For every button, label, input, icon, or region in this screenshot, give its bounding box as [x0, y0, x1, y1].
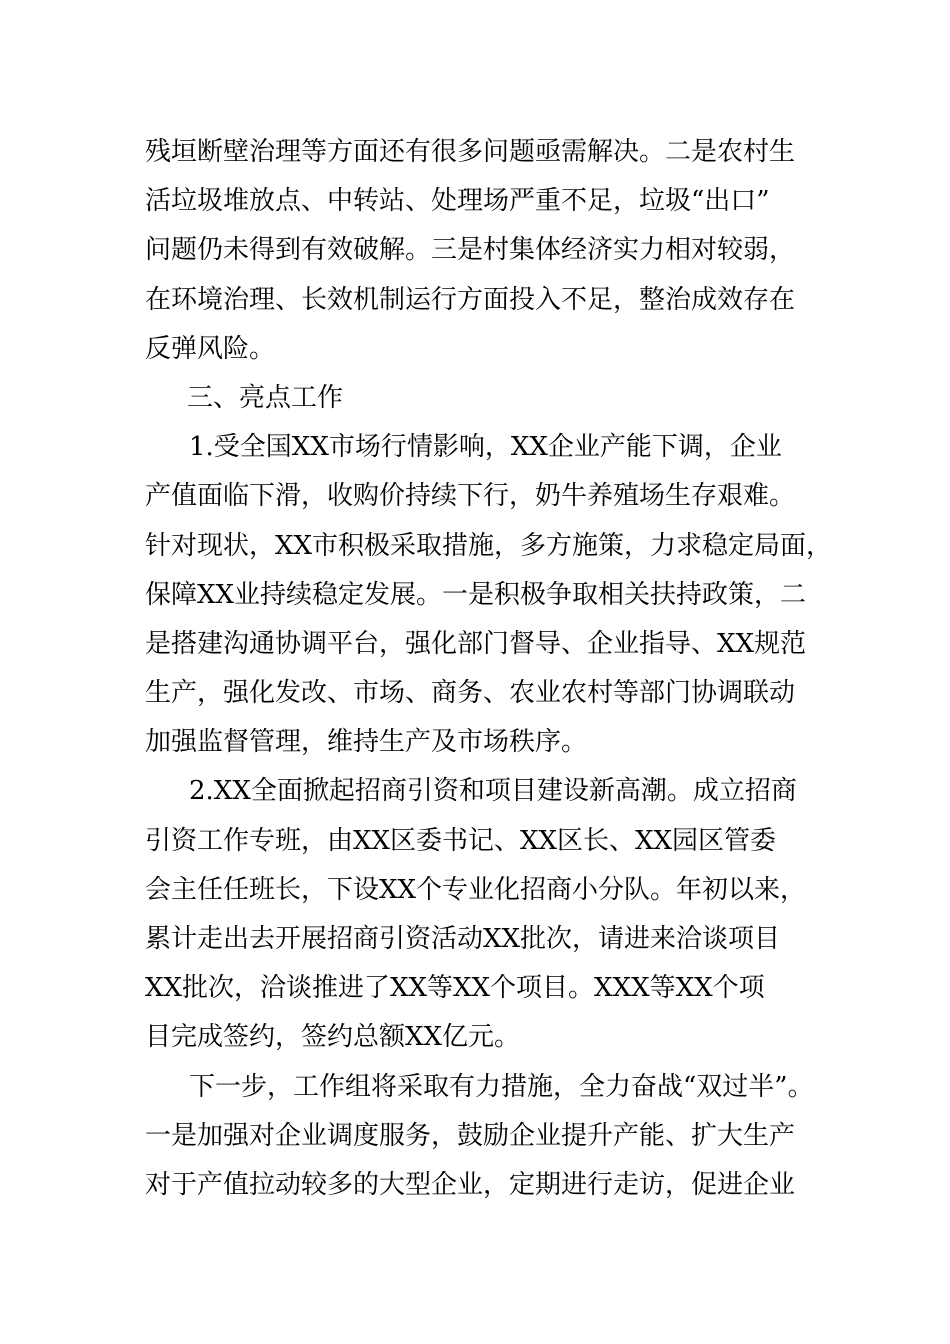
text-line: 1.受全国XX市场行情影响，XX企业产能下调，企业 — [189, 432, 782, 463]
text-line: 生产，强化发改、市场、商务、农业农村等部门协调联动 — [145, 678, 796, 709]
document-body — [145, 128, 833, 1210]
text-line: 反弹风险。 — [145, 333, 276, 364]
text-line: 保障XX业持续稳定发展。一是积极争取相关扶持政策，二 — [145, 579, 807, 610]
text-line: 残垣断壁治理等方面还有很多问题亟需解决。二是农村生 — [145, 137, 796, 167]
paragraph-next-steps — [145, 1063, 815, 1211]
text-line: XX批次，洽谈推进了XX等XX个项目。XXX等XX个项 — [145, 973, 765, 1004]
text-line: 会主任任班长，下设XX个专业化招商小分队。年初以来， — [145, 874, 807, 905]
text-line: 活垃圾堆放点、中转站、处理场严重不足，垃圾“出口” — [145, 186, 770, 217]
text-line: 2.XX全面掀起招商引资和项目建设新高潮。成立招商 — [189, 776, 797, 807]
text-line: 加强监督管理，维持生产及市场秩序。 — [145, 727, 588, 758]
text-line: 在环境治理、长效机制运行方面投入不足，整治成效存在 — [145, 284, 796, 315]
text-line: 对于产值拉动较多的大型企业，定期进行走访，促进企业 — [145, 1169, 796, 1200]
text-line: 一是加强对企业调度服务，鼓励企业提升产能、扩大生产 — [145, 1120, 796, 1151]
text-line: 引资工作专班，由XX区委书记、XX区长、XX园区管委 — [145, 825, 777, 856]
paragraph-highlight-1 — [145, 423, 833, 767]
paragraph-highlight-2 — [145, 767, 815, 1062]
section-heading: 三、亮点工作 — [187, 382, 344, 413]
text-line: 累计走出去开展招商引资活动XX批次，请进来洽谈项目 — [145, 924, 781, 954]
text-line: 产值面临下滑，收购价持续下行，奶牛养殖场生存艰难。 — [145, 481, 796, 512]
text-line: 是搭建沟通协调平台，强化部门督导、企业指导、XX规范 — [145, 628, 807, 659]
text-line: 下一步，工作组将采取有力措施，全力奋战“双过半”。 — [189, 1071, 814, 1102]
text-line: 问题仍未得到有效破解。三是村集体经济实力相对较弱， — [145, 235, 796, 266]
paragraph-problems — [145, 128, 815, 374]
text-line: 目完成签约，签约总额XX亿元。 — [145, 1022, 521, 1053]
text-line: 针对现状，XX市积极采取措施，多方施策，力求稳定局面， — [145, 530, 833, 561]
